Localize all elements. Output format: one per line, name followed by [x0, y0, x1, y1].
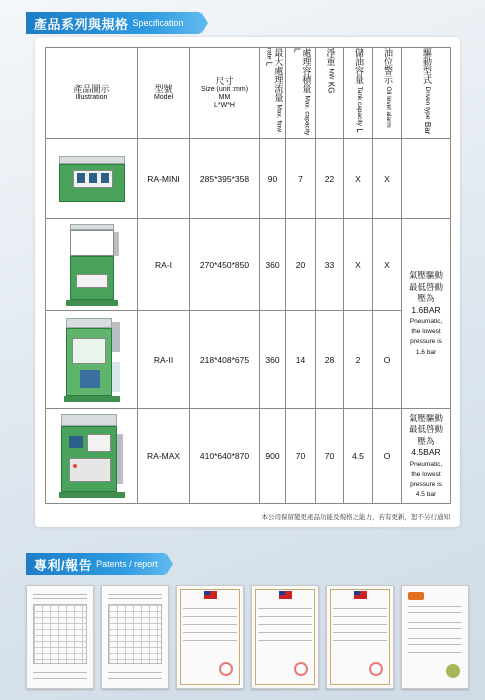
- cell-tank: 2: [344, 311, 373, 409]
- patents-title-zh: 專利/報告: [34, 557, 93, 573]
- flag-icon: [204, 591, 217, 599]
- flag-icon: [354, 591, 367, 599]
- patents-section-header: [26, 553, 166, 575]
- spec-panel: [35, 37, 460, 527]
- patent-certificate-thumbnail[interactable]: [251, 585, 319, 689]
- cell-weight: 22: [316, 139, 344, 219]
- cell-model: RA-MINI: [138, 139, 190, 219]
- cell-model: RA-II: [138, 311, 190, 409]
- patents-gallery: [26, 585, 466, 693]
- machine-ra-ii-image: [62, 318, 122, 402]
- table-header-row: [46, 48, 451, 139]
- cell-capacity: 20: [286, 219, 316, 311]
- patent-certificate-thumbnail[interactable]: [326, 585, 394, 689]
- table-row: [46, 409, 451, 504]
- seal-icon: [294, 662, 308, 676]
- cell-weight: 33: [316, 219, 344, 311]
- cell-tank: X: [344, 219, 373, 311]
- cell-flow: 900: [260, 409, 286, 504]
- cell-flow: 360: [260, 311, 286, 409]
- cell-capacity: 14: [286, 311, 316, 409]
- machine-ra-max-image: [59, 414, 125, 498]
- cell-weight: 28: [316, 311, 344, 409]
- cell-alarm: O: [373, 409, 402, 504]
- header-model: 型號 Model: [138, 48, 190, 139]
- product-illustration: [46, 409, 138, 504]
- cell-size: 410*640*870: [190, 409, 260, 504]
- cell-capacity: 7: [286, 139, 316, 219]
- flag-icon: [279, 591, 292, 599]
- table-row: [46, 139, 451, 219]
- cell-drive-empty: [402, 139, 451, 219]
- spec-section-header: [26, 12, 201, 34]
- cell-flow: 360: [260, 219, 286, 311]
- cell-weight: 70: [316, 409, 344, 504]
- header-drive: 驅動型式 Driven type Bar: [402, 48, 451, 139]
- header-max-flow: 最大處理流量 Max. flow rate L: [260, 48, 286, 139]
- certifier-logo-icon: [408, 592, 424, 600]
- cell-model: RA-MAX: [138, 409, 190, 504]
- cell-flow: 90: [260, 139, 286, 219]
- cell-size: 218*408*675: [190, 311, 260, 409]
- table-row: [46, 311, 451, 409]
- cell-alarm: O: [373, 311, 402, 409]
- spec-disclaimer-note: 本公司保留變更產品功能及規格之能力，若有更新，恕不另行通知: [261, 514, 450, 521]
- header-capacity: 處理容積量 Max. capacity L: [286, 48, 316, 139]
- header-oil-alarm: 油位警示 Oil level alarm: [373, 48, 402, 139]
- cell-capacity: 70: [286, 409, 316, 504]
- table-row: [46, 219, 451, 311]
- patents-title-en: Patents / report: [96, 559, 158, 569]
- patent-report-thumbnail[interactable]: [101, 585, 169, 689]
- cell-size: 270*450*850: [190, 219, 260, 311]
- header-weight: 淨重 NW KG: [316, 48, 344, 139]
- cell-alarm: X: [373, 219, 402, 311]
- cell-alarm: X: [373, 139, 402, 219]
- seal-icon: [369, 662, 383, 676]
- test-report-thumbnail[interactable]: [401, 585, 469, 689]
- machine-ra-i-image: [64, 224, 120, 306]
- cell-drive-pneumatic-4-5: 氣壓驅動 最低啓動 壓為 4.5BAR Pneumatic, the lowest pressure is 4.5 bar: [402, 409, 451, 504]
- spec-title-zh: 產品系列與規格: [34, 16, 129, 32]
- cell-model: RA-I: [138, 219, 190, 311]
- product-illustration: [46, 139, 138, 219]
- spec-title-en: Specification: [132, 18, 184, 28]
- cell-drive-pneumatic-1-6: 氣壓驅動 最低啓動 壓為 1.6BAR Pneumatic, the lowest pressure is 1.6 bar: [402, 219, 451, 409]
- patent-certificate-thumbnail[interactable]: [176, 585, 244, 689]
- header-illustration: 產品圖示 Illustration: [46, 48, 138, 139]
- certification-badge-icon: [446, 664, 460, 678]
- product-illustration: [46, 311, 138, 409]
- product-illustration: [46, 219, 138, 311]
- spec-table: [45, 47, 451, 504]
- cell-tank: X: [344, 139, 373, 219]
- header-tank: 儲油容量 Tank capacity L: [344, 48, 373, 139]
- header-size: 尺寸 Size (unit :mm) MM L*W*H: [190, 48, 260, 139]
- seal-icon: [219, 662, 233, 676]
- patent-report-thumbnail[interactable]: [26, 585, 94, 689]
- machine-ra-mini-image: [59, 156, 125, 202]
- cell-size: 285*395*358: [190, 139, 260, 219]
- cell-tank: 4.5: [344, 409, 373, 504]
